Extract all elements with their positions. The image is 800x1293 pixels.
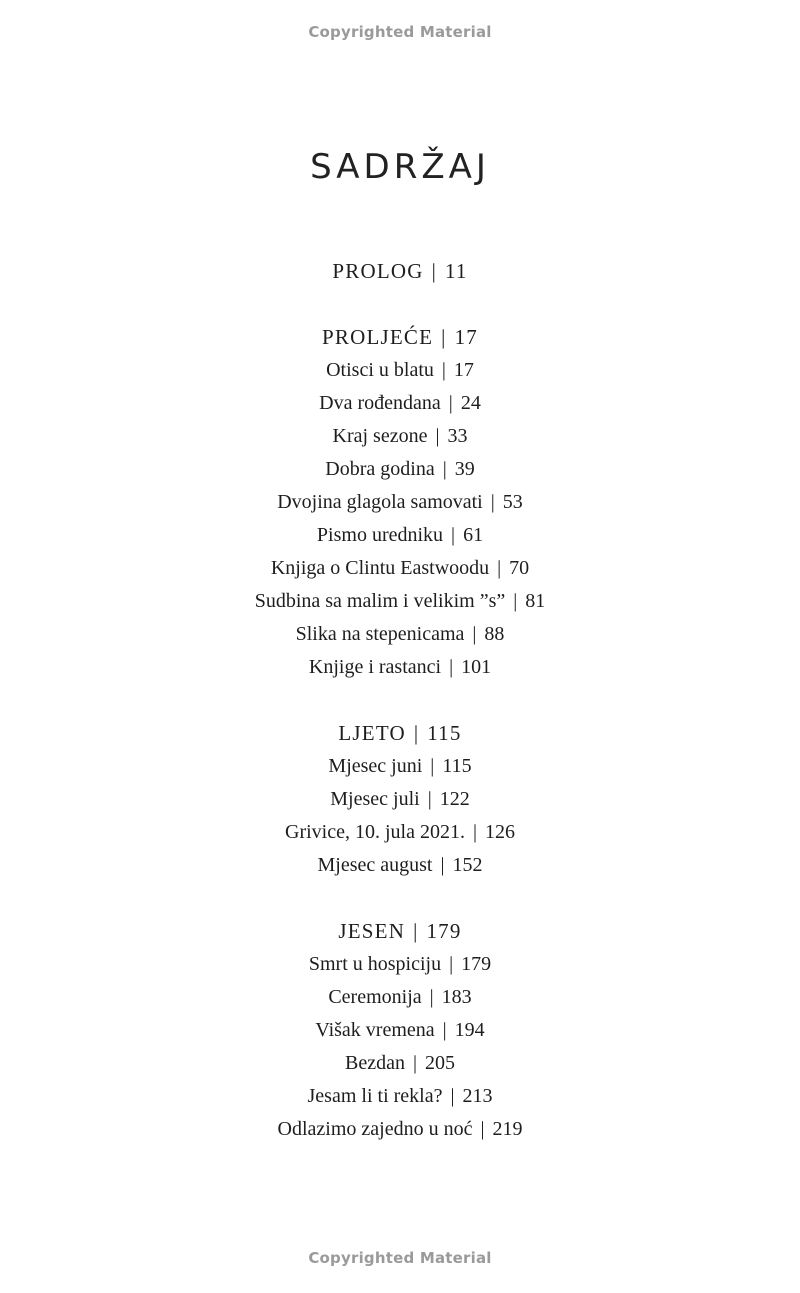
toc-entry-page: 179 xyxy=(461,953,492,975)
separator: | xyxy=(449,953,454,975)
toc-entry xyxy=(0,486,800,519)
toc-entry xyxy=(0,948,800,981)
toc-entry xyxy=(0,750,800,783)
toc-heading-page: 179 xyxy=(426,919,462,943)
toc-section-ljeto xyxy=(0,717,800,882)
separator: | xyxy=(490,491,495,513)
toc-entry-page: 152 xyxy=(452,854,483,876)
toc-entry-title: Dvojina glagola samovati xyxy=(277,491,483,513)
toc-entry xyxy=(0,981,800,1014)
toc-entry-title: Sudbina sa malim i velikim ”s” xyxy=(254,590,506,612)
separator: | xyxy=(413,721,420,745)
toc-entry-page: 70 xyxy=(509,557,530,579)
toc-entry-page: 81 xyxy=(525,590,546,612)
toc-entry xyxy=(0,552,800,585)
toc-entry-title: Smrt u hospiciju xyxy=(308,953,442,975)
toc-heading-page: 11 xyxy=(445,259,468,283)
toc-entry xyxy=(0,585,800,618)
toc-heading-title: LJETO xyxy=(338,721,406,745)
separator: | xyxy=(412,1052,417,1074)
toc-entry-page: 205 xyxy=(425,1052,455,1074)
toc-entry xyxy=(0,519,800,552)
toc-section-prolog xyxy=(0,255,800,288)
toc-entry xyxy=(0,849,800,882)
toc-entry-page: 17 xyxy=(453,359,474,381)
toc-section-jesen xyxy=(0,915,800,1146)
separator: | xyxy=(451,524,456,546)
separator: | xyxy=(430,755,435,777)
toc-entry-page: 126 xyxy=(484,821,515,843)
toc-heading xyxy=(0,321,800,354)
toc-entry-title: Knjiga o Clintu Eastwoodu xyxy=(270,557,490,579)
copyright-footer: Copyrighted Material xyxy=(308,1249,492,1267)
toc-entry-title: Odlazimo zajedno u noć xyxy=(277,1118,473,1140)
separator: | xyxy=(450,1085,455,1107)
toc-heading-page: 115 xyxy=(427,721,462,745)
toc-entry-title: Slika na stepenicama xyxy=(295,623,465,645)
separator: | xyxy=(441,359,446,381)
separator: | xyxy=(413,919,419,943)
separator: | xyxy=(441,325,447,349)
toc-entry-title: Kraj sezone xyxy=(332,425,428,447)
toc-entry xyxy=(0,783,800,816)
toc-entry-page: 122 xyxy=(439,788,470,810)
separator: | xyxy=(440,854,445,876)
toc-entry-page: 24 xyxy=(460,392,481,414)
separator: | xyxy=(427,788,432,810)
toc-entry xyxy=(0,453,800,486)
toc-heading-title: PROLOG xyxy=(332,259,424,283)
toc-entry-title: Ceremonija xyxy=(328,986,422,1008)
toc-entry-title: Bezdan xyxy=(345,1052,405,1074)
toc-entry-page: 213 xyxy=(462,1085,493,1107)
separator: | xyxy=(513,590,518,612)
toc-entry-title: Grivice, 10. jula 2021. xyxy=(285,821,465,843)
page-title: SADRŽAJ xyxy=(310,147,490,187)
toc-entry-title: Mjesec august xyxy=(317,854,433,876)
toc-entry-title: Jesam li ti rekla? xyxy=(307,1085,443,1107)
table-of-contents xyxy=(0,255,800,1179)
toc-heading-title: PROLJEĆE xyxy=(322,325,434,349)
toc-entry-title: Višak vremena xyxy=(315,1019,435,1041)
separator: | xyxy=(442,1019,447,1041)
toc-entry-title: Dobra godina xyxy=(325,458,435,480)
toc-entry-page: 33 xyxy=(447,425,468,447)
toc-heading-page: 17 xyxy=(454,325,478,349)
toc-heading xyxy=(0,717,800,750)
toc-entry xyxy=(0,387,800,420)
toc-entry-title: Otisci u blatu xyxy=(326,359,434,381)
toc-section-proljece xyxy=(0,321,800,684)
toc-entry-page: 219 xyxy=(492,1118,523,1140)
toc-entry xyxy=(0,1113,800,1146)
toc-heading xyxy=(0,915,800,948)
toc-entry xyxy=(0,651,800,684)
toc-entry-title: Mjesec juli xyxy=(330,788,420,810)
toc-heading-title: JESEN xyxy=(338,919,406,943)
toc-entry xyxy=(0,1047,800,1080)
toc-heading xyxy=(0,255,800,288)
separator: | xyxy=(472,623,477,645)
separator: | xyxy=(449,656,454,678)
separator: | xyxy=(435,425,440,447)
toc-entry xyxy=(0,420,800,453)
toc-entry-page: 53 xyxy=(502,491,523,513)
toc-entry xyxy=(0,816,800,849)
separator: | xyxy=(448,392,453,414)
toc-entry xyxy=(0,354,800,387)
copyright-header: Copyrighted Material xyxy=(308,23,492,41)
toc-entry-page: 115 xyxy=(442,755,472,777)
separator: | xyxy=(442,458,447,480)
toc-entry-title: Dva rođendana xyxy=(319,392,441,414)
toc-entry-page: 61 xyxy=(463,524,484,546)
toc-entry-page: 194 xyxy=(454,1019,485,1041)
toc-entry xyxy=(0,1014,800,1047)
toc-entry-page: 183 xyxy=(441,986,472,1008)
separator: | xyxy=(472,821,477,843)
toc-entry xyxy=(0,618,800,651)
separator: | xyxy=(431,259,437,283)
toc-entry-page: 88 xyxy=(484,623,505,645)
separator: | xyxy=(497,557,502,579)
toc-entry-title: Knjige i rastanci xyxy=(308,656,442,678)
toc-entry-title: Pismo uredniku xyxy=(316,524,444,546)
toc-entry-title: Mjesec juni xyxy=(328,755,423,777)
separator: | xyxy=(480,1118,485,1140)
toc-entry-page: 39 xyxy=(454,458,475,480)
toc-entry-page: 101 xyxy=(461,656,492,678)
toc-entry xyxy=(0,1080,800,1113)
separator: | xyxy=(429,986,434,1008)
